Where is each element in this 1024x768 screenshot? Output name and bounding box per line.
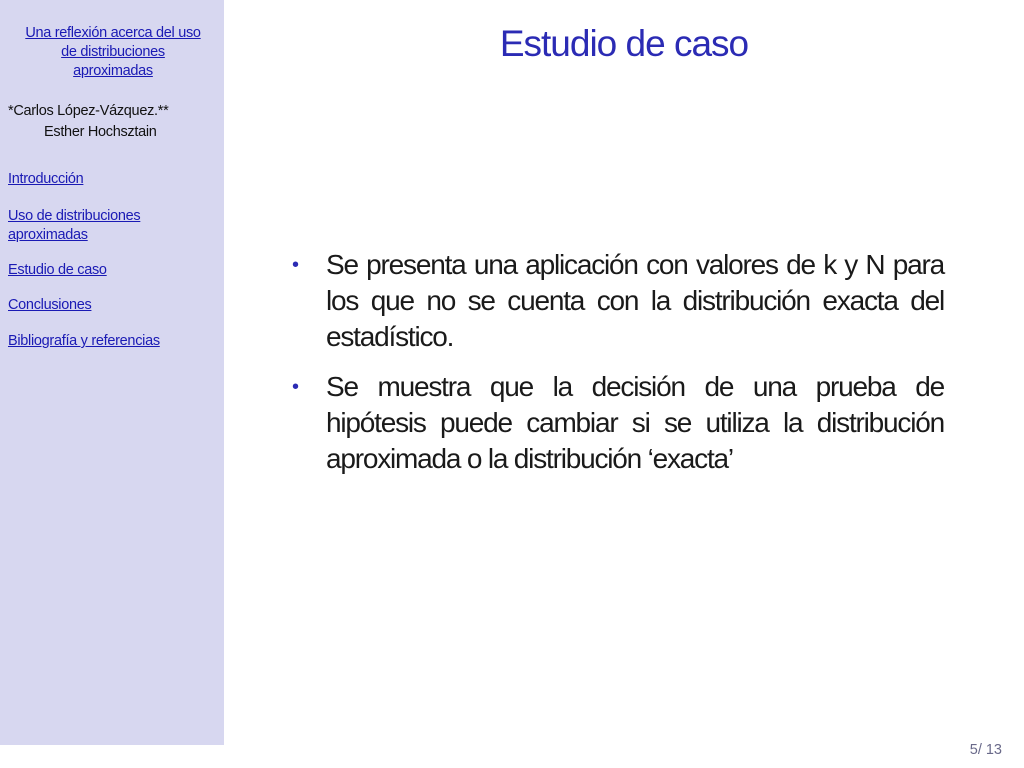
nav-estudio-de-caso[interactable]: Estudio de caso bbox=[8, 262, 107, 278]
nav-conclusiones[interactable]: Conclusiones bbox=[8, 297, 92, 313]
page-number: 5/ 13 bbox=[969, 742, 1002, 758]
bullet-icon: • bbox=[292, 254, 298, 276]
author-1: *Carlos López-Vázquez.** bbox=[8, 103, 169, 119]
nav-bibliografia[interactable]: Bibliografía y referencias bbox=[8, 333, 160, 349]
bullet-item bbox=[292, 369, 944, 477]
presentation-title-link[interactable]: Una reflexión acerca del uso de distribuciones aproximadas bbox=[25, 25, 201, 79]
bullet-text: Se muestra que la decisión de una prueba de hipótesis puede cambiar si se utiliza la distribución aproximada o la distribución ‘exacta’ bbox=[326, 371, 944, 474]
slide-content bbox=[292, 247, 944, 491]
sidebar bbox=[0, 0, 224, 745]
nav-uso-de-distribuciones[interactable]: Uso de distribuciones aproximadas bbox=[8, 208, 141, 243]
authors bbox=[0, 101, 224, 143]
slide-title: Estudio de caso bbox=[499, 23, 749, 64]
bullet-item bbox=[292, 247, 944, 355]
nav-introduccion[interactable]: Introducción bbox=[8, 171, 84, 187]
bullet-icon: • bbox=[292, 376, 298, 398]
author-2: Esther Hochsztain bbox=[44, 124, 157, 140]
bullet-text: Se presenta una aplicación con valores de k y N para los que no se cuenta con la distribución exacta del estadístico. bbox=[326, 249, 944, 352]
